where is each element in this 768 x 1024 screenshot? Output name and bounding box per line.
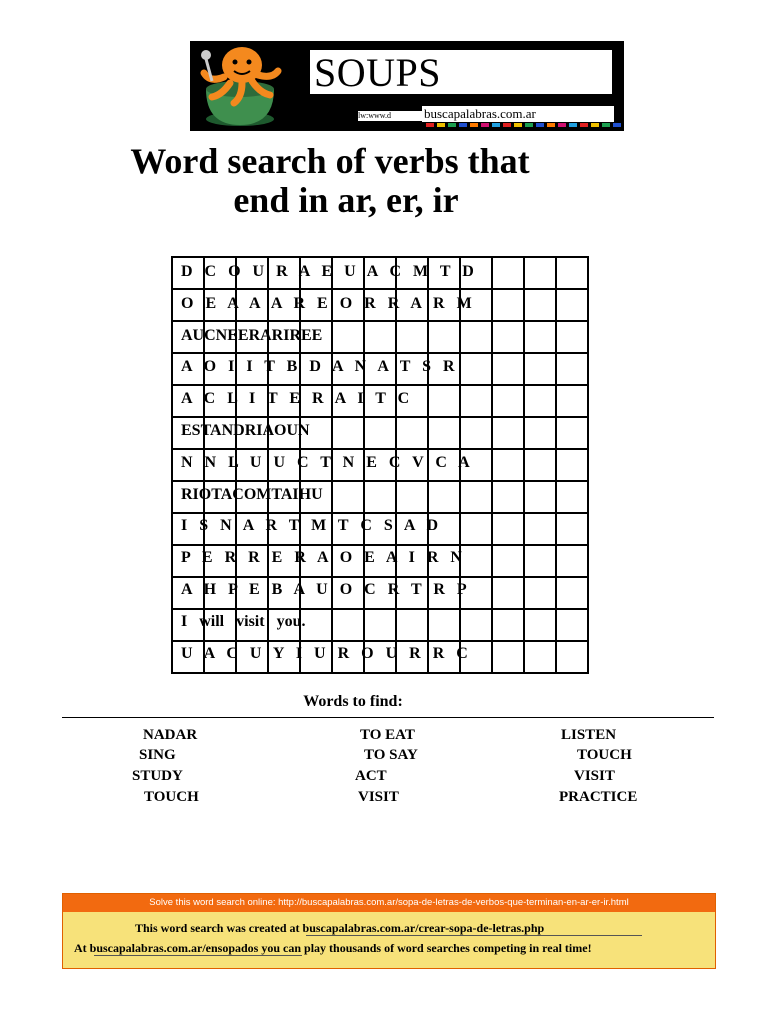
color-swatch [426,123,434,127]
grid-cell[interactable] [524,417,556,449]
grid-cell[interactable] [524,481,556,513]
grid-cell[interactable] [428,385,460,417]
color-swatch [536,123,544,127]
grid-row-letters: O E A A A R E O R R A R M [181,294,472,312]
octopus-pot-logo-icon [196,43,284,129]
word-to-find: STUDY [132,768,183,784]
color-swatch [580,123,588,127]
word-to-find: LISTEN [561,727,617,743]
site-url[interactable]: buscapalabras.com.ar [424,106,536,121]
word-to-find: VISIT [358,789,399,805]
grid-cell[interactable] [492,417,524,449]
color-strip [426,123,621,127]
grid-cell[interactable] [364,321,396,353]
grid-cell[interactable] [460,417,492,449]
grid-cell[interactable] [332,481,364,513]
grid-cell[interactable] [492,289,524,321]
grid-cell[interactable] [556,385,588,417]
word-to-find: ACT [355,768,387,784]
grid-cell[interactable] [396,609,428,641]
brand-name: SOUPS [314,50,442,95]
grid-cell[interactable] [332,609,364,641]
grid-cell[interactable] [524,321,556,353]
grid-cell[interactable] [524,513,556,545]
words-heading: Words to find: [303,693,403,710]
title-line-2: end in ar, er, ir [233,180,459,220]
grid-cell[interactable] [556,289,588,321]
grid-cell[interactable] [364,609,396,641]
grid-cell[interactable] [460,385,492,417]
word-to-find: TO EAT [360,727,415,743]
word-to-find: VISIT [574,768,615,784]
page-title [60,142,600,220]
grid-cell[interactable] [556,641,588,673]
grid-cell[interactable] [524,449,556,481]
grid-cell[interactable] [364,481,396,513]
color-swatch [492,123,500,127]
grid-cell[interactable] [524,385,556,417]
grid-row-letters: RIOTACOMTAIHU [181,485,323,503]
color-swatch [591,123,599,127]
grid-cell[interactable] [492,353,524,385]
play-text: At buscapalabras.com.ar/ensopados you can play thousands of word searches competing in real time! [74,941,592,955]
grid-row-letters: I S N A R T M T C S A D [181,517,439,535]
grid-cell[interactable] [460,545,492,577]
grid-cell[interactable] [492,513,524,545]
grid-row-letters: A O I I T B D A N A T S R [181,358,455,376]
color-swatch [448,123,456,127]
grid-cell[interactable] [556,545,588,577]
grid-cell[interactable] [364,417,396,449]
grid-cell[interactable] [524,289,556,321]
grid-row-letters: D C O U R A E U A C M T D [181,263,474,280]
color-swatch [558,123,566,127]
grid-row-letters: N N L U U C T N E C V C A [181,453,470,471]
word-to-find: TOUCH [144,789,199,805]
grid-cell[interactable] [556,257,588,289]
grid-cell[interactable] [524,545,556,577]
color-swatch [481,123,489,127]
grid-row-letters: A H P E B A U O C R T R P [181,581,467,598]
created-text: This word search was created at buscapalabras.com.ar/crear-sopa-de-letras.php [135,921,545,935]
grid-row-letters: ESTANDRIAOUN [181,422,310,439]
grid-cell[interactable] [492,385,524,417]
divider [62,717,714,718]
site-small-label: lw:www.d [358,111,424,121]
grid-cell[interactable] [524,609,556,641]
color-swatch [613,123,621,127]
grid-cell[interactable] [556,353,588,385]
grid-cell[interactable] [492,577,524,609]
grid-cell[interactable] [460,513,492,545]
color-swatch [602,123,610,127]
word-to-find: SING [139,747,176,763]
grid-cell[interactable] [460,609,492,641]
grid-cell[interactable] [556,609,588,641]
grid-cell[interactable] [492,609,524,641]
header-banner [190,41,624,131]
play-link-underline [94,955,302,956]
grid-cell[interactable] [428,321,460,353]
grid-cell[interactable] [428,481,460,513]
color-swatch [470,123,478,127]
grid-cell[interactable] [460,481,492,513]
grid-cell[interactable] [396,481,428,513]
color-swatch [503,123,511,127]
footer-box [62,893,716,969]
grid-cell[interactable] [492,481,524,513]
grid-cell[interactable] [556,449,588,481]
grid-cell[interactable] [556,321,588,353]
grid-cell[interactable] [492,321,524,353]
word-to-find: TOUCH [577,747,632,763]
grid-cell[interactable] [396,417,428,449]
grid-cell[interactable] [428,417,460,449]
grid-row-letters: AUCNEERARIREE [181,326,323,344]
online-link[interactable]: Solve this word search online: http://buscapalabras.com.ar/sopa-de-letras-de-verbos-que-terminan-en-ar-er-ir.html [63,894,715,912]
grid-cell[interactable] [524,353,556,385]
color-swatch [514,123,522,127]
grid-cell[interactable] [396,321,428,353]
grid-cell[interactable] [460,353,492,385]
grid-row-letters: P E R R E R A O E A I R N [181,549,462,567]
grid-cell[interactable] [524,577,556,609]
word-to-find: TO SAY [364,747,418,763]
word-to-find: NADAR [143,727,198,743]
grid-cell[interactable] [524,257,556,289]
title-line-1: Word search of verbs that [130,141,530,181]
grid-row-letters: I will visit you. [181,612,306,630]
grid-cell[interactable] [428,609,460,641]
grid-cell[interactable] [524,641,556,673]
grid-cell[interactable] [492,449,524,481]
grid-cell[interactable] [492,641,524,673]
color-swatch [525,123,533,127]
grid-cell[interactable] [332,321,364,353]
grid-cell[interactable] [492,257,524,289]
grid-cell[interactable] [460,321,492,353]
word-to-find: PRACTICE [559,789,638,805]
color-swatch [547,123,555,127]
grid-row-letters: A C L I T E R A I T C [181,390,410,408]
created-link-underline [306,935,642,936]
grid-cell[interactable] [332,417,364,449]
color-swatch [437,123,445,127]
grid-row-letters: U A C U Y I U R O U R R C [181,644,468,662]
grid-cell[interactable] [492,545,524,577]
grid-cell[interactable] [556,417,588,449]
grid-cell[interactable] [556,513,588,545]
grid-cell[interactable] [556,481,588,513]
color-swatch [459,123,467,127]
grid-cell[interactable] [556,577,588,609]
color-swatch [569,123,577,127]
